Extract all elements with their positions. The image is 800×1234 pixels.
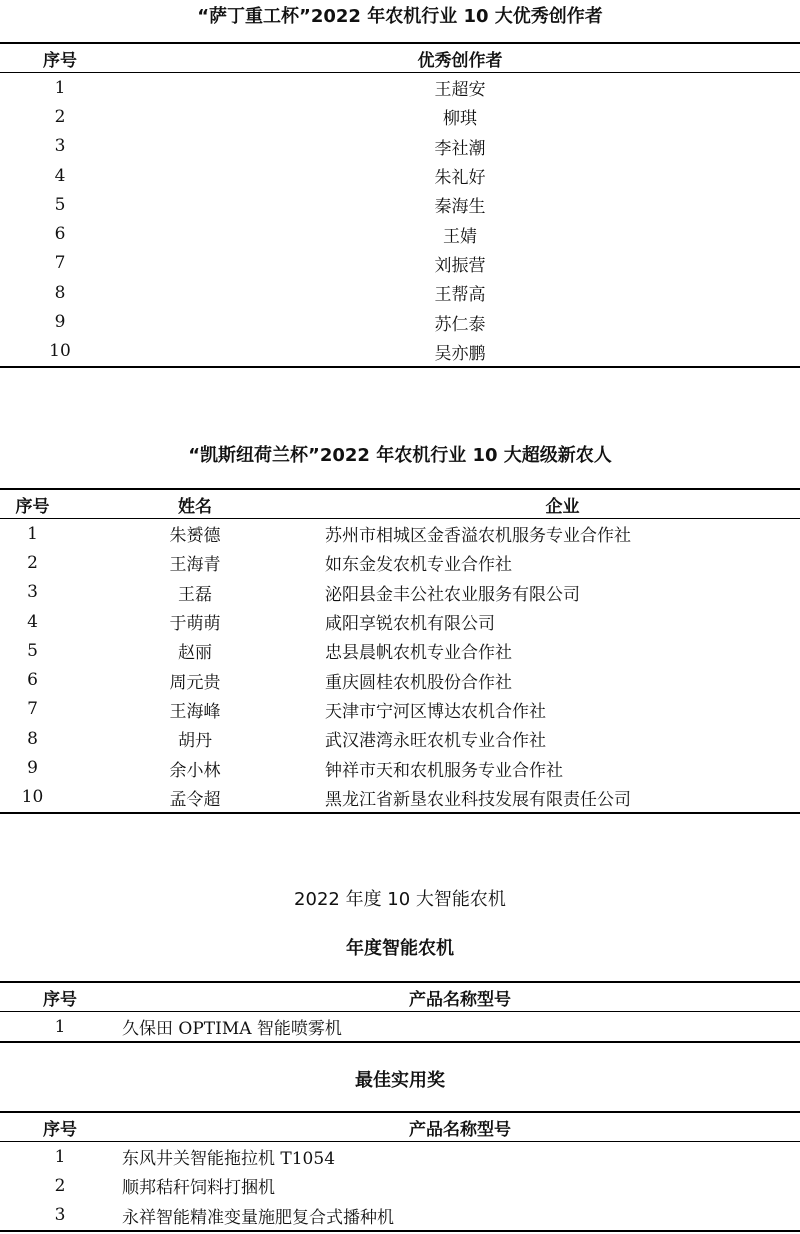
table-header-row	[0, 1112, 800, 1142]
cell-creator-name: 王婧	[443, 226, 477, 247]
cell-product: 东风井关智能拖拉机 T1054	[122, 1149, 336, 1170]
table-row	[0, 519, 800, 549]
table-row	[0, 1171, 800, 1200]
table-row	[0, 753, 800, 782]
col-header-index: 序号	[0, 43, 120, 73]
cell-company: 咸阳享锐农机有限公司	[325, 614, 495, 635]
table-row	[0, 636, 800, 665]
table-row	[0, 1012, 800, 1043]
col-header-name: 姓名	[65, 489, 325, 519]
cell-index: 10	[0, 337, 120, 367]
table-row	[0, 607, 800, 636]
cell-creator-name: 苏仁泰	[434, 314, 486, 335]
cell-index: 1	[0, 1012, 120, 1043]
cell-person-name: 余小林	[169, 760, 221, 781]
cell-person-name: 周元贵	[169, 672, 221, 693]
col-header-product: 产品名称型号	[120, 1112, 800, 1142]
cell-creator-name: 秦海生	[434, 197, 486, 218]
cell-product: 永祥智能精准变量施肥复合式播种机	[120, 1201, 800, 1231]
col-header-company: 企业	[325, 489, 800, 519]
cell-creator-name: 刘振营	[434, 255, 486, 276]
sub2-title: 最佳实用奖	[355, 1070, 445, 1091]
table-row	[0, 219, 800, 248]
table-row	[0, 249, 800, 278]
cell-company: 天津市宁河区博达农机合作社	[325, 701, 546, 722]
cell-creator-name: 朱礼好	[434, 168, 486, 189]
table-row	[0, 307, 800, 336]
practical-award-table	[0, 1111, 800, 1232]
cell-person-name: 朱赟德	[169, 526, 221, 547]
creators-table	[0, 42, 800, 368]
table-header-row	[0, 43, 800, 73]
cell-creator-name: 吴亦鹏	[120, 337, 800, 367]
cell-index: 9	[54, 312, 66, 333]
table-row	[0, 1201, 800, 1231]
section2-title: “凯斯纽荷兰杯”2022 年农机行业 10 大超级新农人	[188, 445, 612, 466]
cell-person-name: 赵丽	[178, 643, 212, 664]
cell-index: 3	[27, 582, 38, 603]
section3-title: 2022 年度 10 大智能农机	[294, 889, 506, 910]
cell-index: 8	[54, 282, 66, 303]
cell-index: 4	[27, 611, 38, 632]
col-header-index: 序号	[0, 489, 65, 519]
table-row	[0, 161, 800, 190]
cell-creator-name: 王帮高	[434, 285, 486, 306]
farmers-table	[0, 488, 800, 814]
table-header-row	[0, 982, 800, 1012]
cell-index: 3	[54, 136, 66, 157]
cell-company: 武汉港湾永旺农机专业合作社	[325, 731, 546, 752]
cell-person-name: 胡丹	[178, 731, 212, 752]
cell-index: 5	[54, 194, 66, 215]
col-header-index: 序号	[0, 982, 120, 1012]
section1-title: “萨丁重工杯”2022 年农机行业 10 大优秀创作者	[197, 6, 603, 27]
table-row	[0, 548, 800, 577]
table-row	[0, 190, 800, 219]
cell-index: 10	[0, 783, 65, 813]
cell-index: 1	[54, 1146, 66, 1167]
cell-index: 2	[54, 1175, 66, 1196]
cell-company: 重庆圆桂农机股份合作社	[325, 672, 512, 693]
cell-index: 7	[54, 253, 66, 274]
cell-person-name: 王磊	[178, 584, 212, 605]
cell-index: 6	[54, 224, 66, 245]
cell-person-name: 于萌萌	[169, 614, 221, 635]
cell-index: 7	[27, 699, 38, 720]
cell-index: 2	[54, 106, 66, 127]
sub1-title: 年度智能农机	[346, 938, 454, 959]
annual-machine-table	[0, 981, 800, 1043]
col-header-product: 产品名称型号	[120, 982, 800, 1012]
cell-person-name: 王海峰	[169, 701, 221, 722]
table-row	[0, 783, 800, 813]
col-header-creator: 优秀创作者	[120, 43, 800, 73]
cell-index: 5	[27, 640, 38, 661]
table-row	[0, 337, 800, 367]
cell-company: 苏州市相城区金香溢农机服务专业合作社	[325, 526, 631, 547]
table-row	[0, 695, 800, 724]
cell-index: 1	[27, 523, 38, 544]
cell-creator-name: 李社潮	[434, 138, 486, 159]
cell-company: 如东金发农机专业合作社	[325, 555, 512, 576]
cell-index: 3	[0, 1201, 120, 1231]
cell-person-name: 孟令超	[65, 783, 325, 813]
cell-index: 9	[27, 758, 38, 779]
cell-company: 黑龙江省新垦农业科技发展有限责任公司	[325, 783, 800, 813]
cell-index: 8	[27, 728, 38, 749]
cell-product: 顺邦秸秆饲料打捆机	[122, 1178, 275, 1199]
cell-creator-name: 王超安	[434, 80, 486, 101]
table-row	[0, 73, 800, 103]
table-row	[0, 102, 800, 131]
table-row	[0, 132, 800, 161]
cell-creator-name: 柳琪	[443, 109, 477, 130]
cell-index: 2	[27, 552, 38, 573]
table-row	[0, 1142, 800, 1172]
cell-index: 1	[54, 77, 66, 98]
table-row	[0, 578, 800, 607]
table-row	[0, 278, 800, 307]
cell-company: 忠县晨帆农机专业合作社	[325, 643, 512, 664]
cell-person-name: 王海青	[169, 555, 221, 576]
col-header-index: 序号	[0, 1112, 120, 1142]
cell-index: 6	[27, 670, 38, 691]
table-header-row	[0, 489, 800, 519]
cell-index: 4	[54, 165, 66, 186]
cell-company: 钟祥市天和农机服务专业合作社	[325, 760, 563, 781]
cell-company: 泌阳县金丰公社农业服务有限公司	[325, 584, 580, 605]
table-row	[0, 724, 800, 753]
cell-product: 久保田 OPTIMA 智能喷雾机	[120, 1012, 800, 1043]
table-row	[0, 665, 800, 694]
